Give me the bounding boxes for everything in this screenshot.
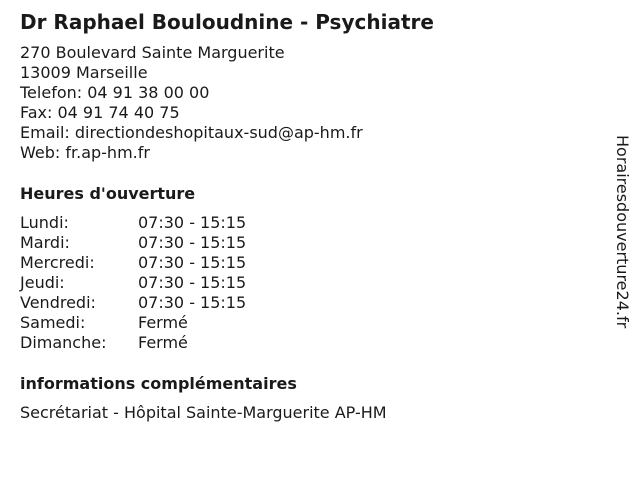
hours-time: 07:30 - 15:15 [138, 273, 247, 292]
website: Web: fr.ap-hm.fr [20, 143, 150, 162]
hours-row [20, 293, 246, 313]
hours-day: Vendredi: [20, 293, 96, 312]
address-street: 270 Boulevard Sainte Marguerite [20, 43, 285, 62]
hours-table [20, 213, 246, 353]
hours-heading: Heures d'ouverture [20, 184, 196, 203]
hours-time: 07:30 - 15:15 [138, 213, 247, 232]
site-watermark: Horairesdouverture24.fr [613, 135, 632, 329]
hours-day: Mercredi: [20, 253, 95, 272]
phone-number: Telefon: 04 91 38 00 00 [20, 83, 210, 102]
hours-time: 07:30 - 15:15 [138, 233, 247, 252]
hours-row [20, 273, 246, 293]
hours-day: Samedi: [20, 313, 86, 332]
hours-day: Jeudi: [20, 273, 65, 292]
hours-row [20, 253, 246, 273]
fax-number: Fax: 04 91 74 40 75 [20, 103, 180, 122]
hours-row [20, 313, 246, 333]
hours-day: Lundi: [20, 213, 69, 232]
address-city: 13009 Marseille [20, 63, 148, 82]
hours-row [20, 233, 246, 253]
hours-time: 07:30 - 15:15 [138, 253, 247, 272]
email-address: Email: directiondeshopitaux-sud@ap-hm.fr [20, 123, 363, 142]
hours-row [20, 213, 246, 233]
address-block [20, 43, 363, 163]
hours-day: Mardi: [20, 233, 70, 252]
hours-time: Fermé [138, 313, 188, 332]
info-heading: informations complémentaires [20, 374, 297, 393]
hours-time: Fermé [138, 333, 188, 352]
hours-time: 07:30 - 15:15 [138, 293, 247, 312]
page-title: Dr Raphael Bouloudnine - Psychiatre [20, 10, 434, 34]
info-text: Secrétariat - Hôpital Sainte-Marguerite AP-HM [20, 403, 387, 422]
hours-row [20, 333, 246, 353]
hours-day: Dimanche: [20, 333, 107, 352]
